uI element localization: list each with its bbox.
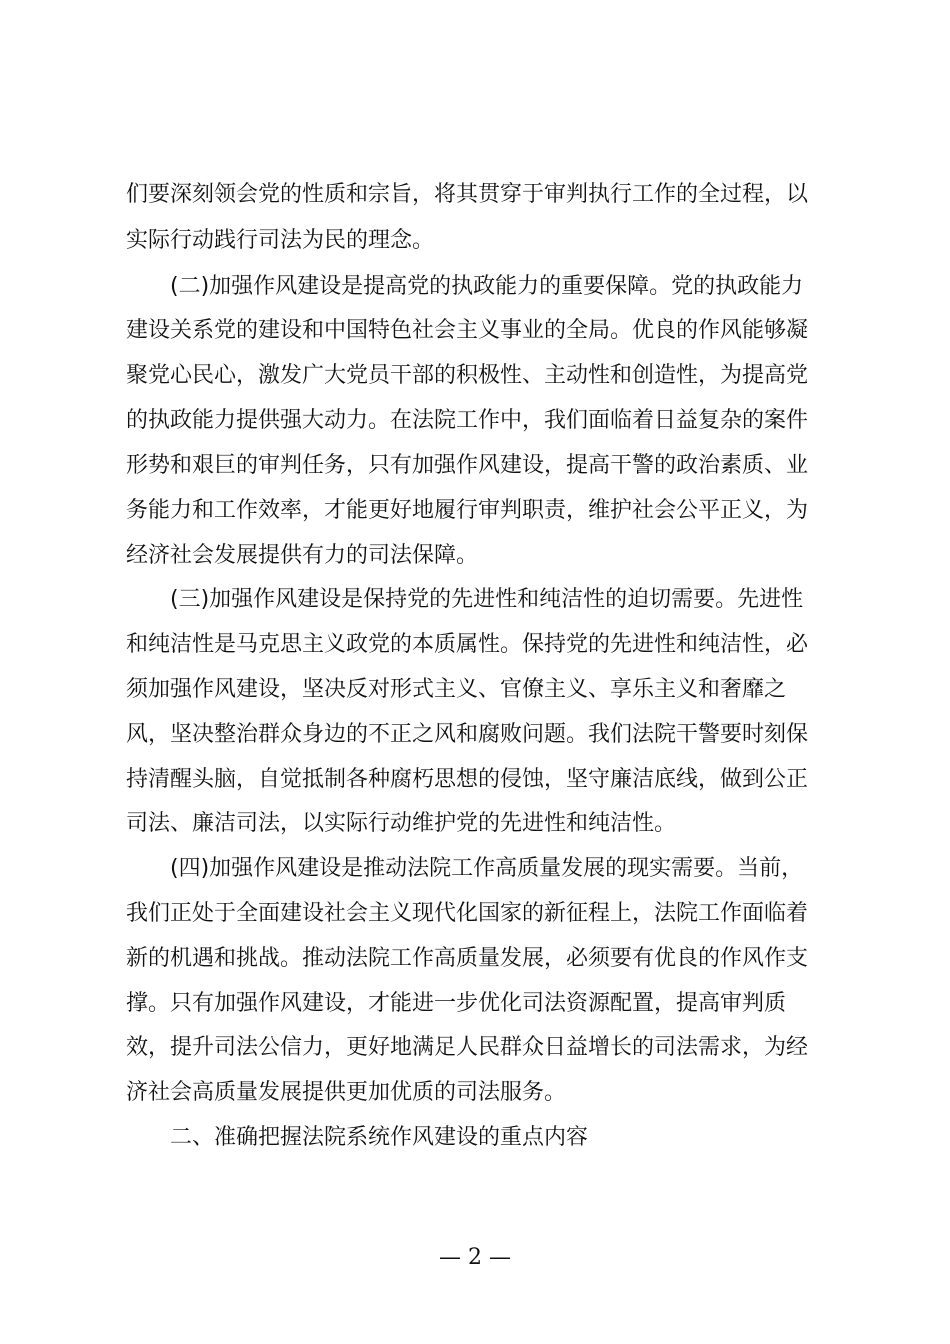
text-line-16: (四)加强作风建设是推动法院工作高质量发展的现实需要。当前， (170, 856, 804, 881)
text-line-20: 效，提升司法公信力，更好地满足人民群众日益增长的司法需求，为经 (126, 1035, 809, 1060)
text-line-21: 济社会高质量发展提供更加优质的司法服务。 (126, 1080, 567, 1105)
text-line-7: 形势和艰巨的审判任务，只有加强作风建设，提高干警的政治素质、业 (126, 453, 809, 478)
text-line-15: 司法、廉洁司法，以实际行动维护党的先进性和纯洁性。 (126, 811, 677, 836)
text-line-14: 持清醒头脑，自觉抵制各种腐朽思想的侵蚀，坚守廉洁底线，做到公正 (126, 767, 809, 792)
text-line-18: 新的机遇和挑战。推动法院工作高质量发展，必须要有优良的作风作支 (126, 946, 809, 971)
text-line-17: 我们正处于全面建设社会主义现代化国家的新征程上，法院工作面临着 (126, 901, 809, 926)
text-line-1: 们要深刻领会党的性质和宗旨，将其贯穿于审判执行工作的全过程，以 (126, 182, 809, 207)
text-line-10: (三)加强作风建设是保持党的先进性和纯洁性的迫切需要。先进性 (170, 587, 804, 612)
text-line-13: 风，坚决整治群众身边的不正之风和腐败问题。我们法院干警要时刻保 (126, 722, 809, 747)
text-line-6: 的执政能力提供强大动力。在法院工作中，我们面临着日益复杂的案件 (126, 408, 809, 433)
text-line-12: 须加强作风建设，坚决反对形式主义、官僚主义、享乐主义和奢靡之 (126, 677, 787, 702)
text-line-5: 聚党心民心，激发广大党员干部的积极性、主动性和创造性，为提高党 (126, 363, 809, 388)
text-line-19: 撑。只有加强作风建设，才能进一步优化司法资源配置，提高审判质 (126, 991, 787, 1016)
text-line-11: 和纯洁性是马克思主义政党的本质属性。保持党的先进性和纯洁性，必 (126, 632, 809, 657)
page-number: — 2 — (439, 1245, 511, 1270)
text-line-2: 实际行动践行司法为民的理念。 (126, 228, 435, 253)
text-line-4: 建设关系党的建设和中国特色社会主义事业的全局。优良的作风能够凝 (126, 318, 809, 343)
section-heading: 二、准确把握法院系统作风建设的重点内容 (170, 1125, 589, 1150)
text-line-8: 务能力和工作效率，才能更好地履行审判职责，维护社会公平正义，为 (126, 498, 809, 523)
text-line-9: 经济社会发展提供有力的司法保障。 (126, 543, 479, 568)
text-line-3: (二)加强作风建设是提高党的执政能力的重要保障。党的执政能力 (170, 274, 804, 299)
